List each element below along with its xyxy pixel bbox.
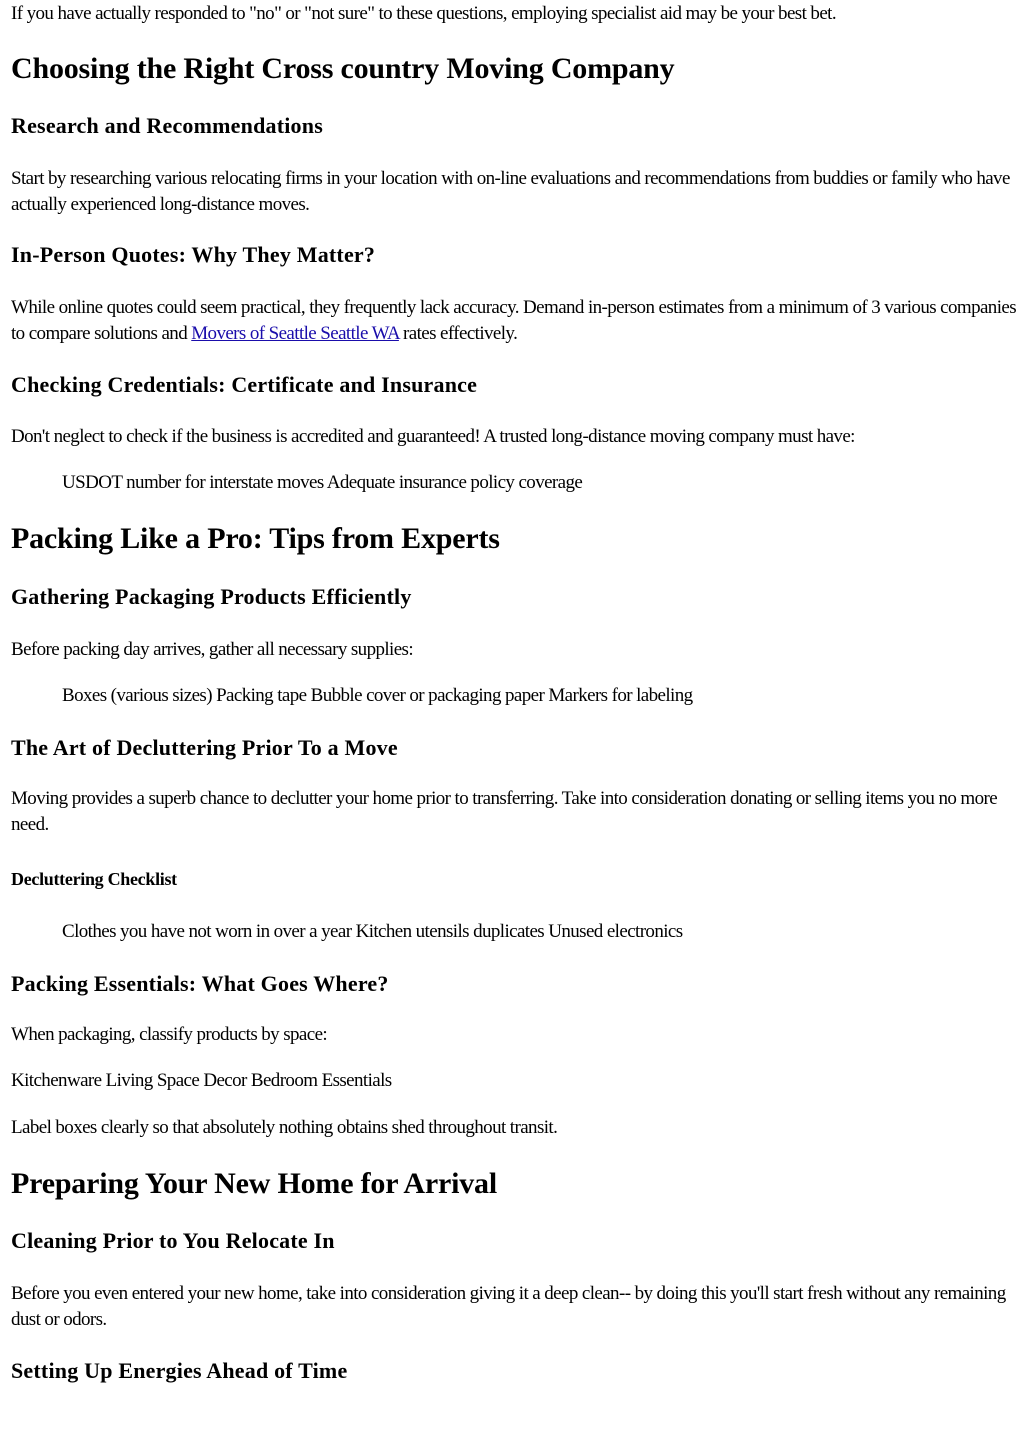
quotes-text-after: rates effectively. [398,323,518,344]
list-decluttering: Clothes you have not worn in over a year Kitchen utensils duplicates Unused electronics [62,921,683,942]
paragraph-cleaning: Before you even entered your new home, take into consideration giving it a deep clean-- by doing this you'll start fresh without any remaining dust or odors. [11,1283,1006,1330]
section-title-choosing: Choosing the Right Cross country Moving Company [11,52,675,85]
heading-quotes: In-Person Quotes: Why They Matter? [11,242,376,267]
heading-decluttering-checklist: Decluttering Checklist [11,869,177,889]
paragraph-decluttering: Moving provides a superb chance to declutter your home prior to transferring. Take into consideration donating or selling items you no more need. [11,788,998,835]
list-supplies: Boxes (various sizes) Packing tape Bubble cover or packaging paper Markers for labeling [62,685,693,706]
intro-paragraph: If you have actually responded to "no" or "not sure" to these questions, employing specialist aid may be your best bet. [11,3,836,24]
paragraph-credentials: Don't neglect to check if the business is accredited and guaranteed! A trusted long-distance moving company must have: [11,426,855,447]
heading-essentials: Packing Essentials: What Goes Where? [11,971,389,996]
paragraph-research: Start by researching various relocating firms in your location with on-line evaluations and recommendations from buddies or family who have actually experienced long-distance moves. [11,168,1010,215]
paragraph-quotes [11,295,1017,347]
paragraph-essentials: When packaging, classify products by space: [11,1024,328,1045]
heading-research: Research and Recommendations [11,113,323,138]
paragraph-gathering: Before packing day arrives, gather all necessary supplies: [11,639,414,660]
paragraph-label-note: Label boxes clearly so that absolutely nothing obtains shed throughout transit. [11,1117,558,1138]
heading-decluttering: The Art of Decluttering Prior To a Move [11,735,398,760]
list-credentials: USDOT number for interstate moves Adequate insurance policy coverage [62,472,583,493]
list-rooms: Kitchenware Living Space Decor Bedroom Essentials [11,1070,392,1091]
heading-cleaning: Cleaning Prior to You Relocate In [11,1228,335,1253]
quotes-text-before: While online quotes could seem practical, they frequently lack accuracy. Demand in-person estimates from a minimum of 3 various companies to compare solutions and [11,297,1017,344]
heading-gathering: Gathering Packaging Products Efficiently [11,584,412,609]
heading-energies: Setting Up Energies Ahead of Time [11,1358,348,1383]
section-title-preparing: Preparing Your New Home for Arrival [11,1167,497,1200]
heading-credentials: Checking Credentials: Certificate and Insurance [11,372,478,397]
movers-seattle-link[interactable]: Movers of Seattle Seattle WA [191,323,399,344]
section-title-packing: Packing Like a Pro: Tips from Experts [11,522,500,555]
